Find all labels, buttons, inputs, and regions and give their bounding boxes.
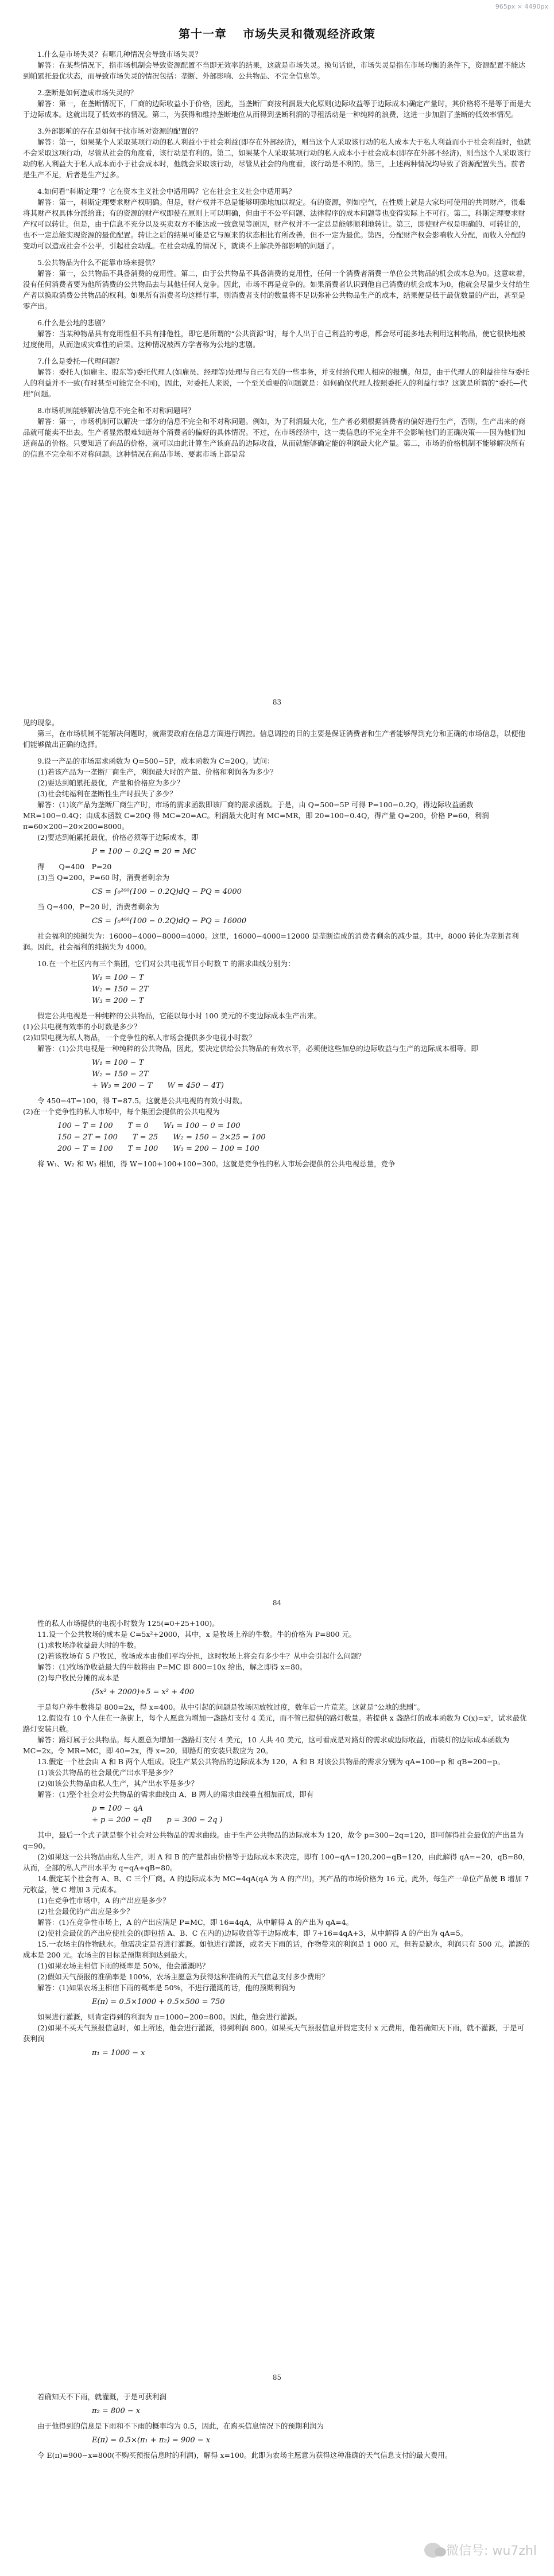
text-line: (2)如果不买天气预报信息时，如上所述，他会进行灌溉，得到利润 800。如果买天气预报信息并假定支付 x 元费用，他若确知天下雨，就不灌溉，于是可获利润 bbox=[23, 2024, 525, 2043]
page-number: 83 bbox=[272, 698, 282, 706]
text-line: (2)每户牧民分摊的成本是 bbox=[37, 1674, 119, 1682]
text-line: 于是每户养牛数将是 800=2x，得 x=400。从中引起的问题是牧场因放牧过度，数年后一片荒芜。这就是“公地的悲剧”。 bbox=[37, 1703, 424, 1711]
question-7: 7.什么是委托—代理问题？ bbox=[37, 357, 123, 365]
chapter-heading bbox=[23, 29, 531, 40]
watermark-text: 微信号: wu7zhl bbox=[446, 2544, 537, 2558]
question-9-part: (3)社会纯福利在垄断性生产时损失了多少？ bbox=[37, 789, 177, 798]
page-number: 85 bbox=[272, 2373, 282, 2382]
question-1: 1.什么是市场失灵？有哪几种情况会导致市场失灵？ bbox=[37, 50, 202, 59]
text-line: 11.设一个公共牧场的成本是 C=5x²+2000，其中，x 是牧场上养的牛数。牛的价格为 P=800 元。 bbox=[37, 1630, 357, 1639]
text-line: 解答：(1)整个社会对公共物品的需求曲线由 A、B 两人的需求曲线垂直相加而成，即有 bbox=[37, 1790, 314, 1799]
text-line: (2)社会最优的产出应是多少？ bbox=[37, 1907, 134, 1916]
answer-6: 解答：当某种物品具有竞用性但不具有排他性，即它是所谓的“公共资源”时，每个人出于自己利益的考虑，都会尽可能多地去利用这种物品，使它很快地被过度使用，从而造成灾难性的后果。这种情况被西方学者称为公地的悲剧。 bbox=[23, 329, 526, 349]
text-line: 第三，在市场机制不能解决问题时，就需要政府在信息方面进行调控。信息调控的目的主要是保证消费者和生产者能够得到充分和正确的市场信息，以便他们能够做出正确的选择。 bbox=[23, 729, 526, 749]
page-84 bbox=[23, 717, 531, 1612]
text-line: 其中，最后一个式子就是整个社会对公共物品的需求曲线。由于生产公共物品的边际成本为 120，故令 p=300−2q=120，即可解得社会最优的产出量为 q=90。 bbox=[23, 1831, 524, 1850]
text-line: 若确知天不下雨，就灌溉，于是可获利润 bbox=[37, 2392, 167, 2401]
text-line: 14.假定某个社会有 A、B、C 三个厂商。A 的边际成本为 MC=4qA(qA 为 A 的产出)，其产品的市场价格为 16 元。此外，每生产一单位产品使 B 增加 7 元收益，使 C 增加 3 元成本。 bbox=[23, 1874, 529, 1894]
text-line: (2)假如天气预报的准确率是 100%，农场主愿意为获得这种准确的天气信息支付多少费用？ bbox=[37, 1972, 329, 1981]
text-line: (1)求牧场净收益最大时的牛数。 bbox=[37, 1641, 141, 1649]
text-line: 如果进行灌溉，则肯定得到的利润为 π=1000−200=800。因此，他会进行灌溉。 bbox=[37, 2013, 302, 2021]
question-9-part: (2)要达到帕累托最优，产量和价格应为多少？ bbox=[37, 779, 184, 787]
text-line: 12.假设有 10 个人住在一条街上，每个人愿意为增加一盏路灯支付 4 美元，而不管已提供的路灯数量。若提供 x 盏路灯的成本函数为 C(x)=x²，试求最优路灯安装只数。 bbox=[23, 1714, 527, 1733]
text-line: 解答：路灯属于公共物品。每人愿意为增加一盏路灯支付 4 美元，10 人共 40 美元，这可看成是对路灯的需求或边际收益，而装灯的边际成本函数为 MC=2x。令 MR=MC，即 40=2x，得 x=20，即路灯的安装只数应为 20。 bbox=[23, 1736, 510, 1755]
question-4: 4.如何看“科斯定理”？它在资本主义社会中适用吗？它在社会主义社会中适用吗？ bbox=[37, 187, 296, 196]
text-line: 15.一农场主的作物缺水。他需决定是否进行灌溉。如他进行灌溉，或者天下雨的话，作物带来的利润是 1 000 元，但若是缺水，利润只有 500 元。灌溉的成本是 200 元。农场主的目标是预期利润达到最大。 bbox=[23, 1940, 530, 1959]
text-line: (2)使社会最优的产出应使社会的(即包括 A、B、C 在内的)边际收益等于边际成本，即 7+16=4qA+3，从中解得 A 的产出为 qA=5。 bbox=[37, 1929, 468, 1937]
text-line: 由于他得到的信息是下雨和不下雨的概率均为 0.5，因此，在购买信息情况下的预期利润为 bbox=[37, 2422, 324, 2430]
formula: p = 100 − qA + p = 200 − qB p = 300 − 2q ) bbox=[92, 1804, 223, 1824]
question-3: 3.外部影响的存在是如何干扰市场对资源的配置的？ bbox=[37, 127, 202, 135]
formula: W₁ = 100 − T W₂ = 150 − 2T W₃ = 200 − T bbox=[92, 974, 149, 1005]
chapter-number: 第十一章 bbox=[179, 27, 227, 41]
question-9: 9.设一产品的市场需求函数为 Q=500−5P，成本函数为 C=20Q。试问： bbox=[37, 757, 274, 765]
formula: CS = ∫₀²⁰⁰(100 − 0.2Q)dQ − PQ = 4000 bbox=[92, 888, 242, 896]
text-line: (1)在竞争性市场中，A 的产出应是多少？ bbox=[37, 1896, 170, 1905]
answer-2: 解答：第一，在垄断情况下，厂商的边际收益小于价格，因此，当垄断厂商按利润最大化原则(边际收益等于边际成本)确定产量时，其价格将不是等于而是大于边际成本。这就出现了低效率的情况。第二，为获得和维持垄断地位从而得到垄断利润的寻租活动是一种纯粹的浪费，这进一步加剧了垄断的低效率情况。 bbox=[23, 99, 531, 119]
answer-9: (3)当 Q=200，P=60 时，消费者剩余为 bbox=[37, 873, 170, 882]
text-line: (2)如果这一公共物品由私人生产，则 A 和 B 的产量都由价格等于边际成本来决定，即有 100−qA=120,200−qB=120，由此解得 qA=−20，qB=80，从而，全部的私人产出水平为 q=qA+qB=80。 bbox=[23, 1853, 530, 1872]
text-line: 令 E(π)=900−x=800(不购买预报信息时的利润)，解得 x=100。此即为农场主愿意为获得这种准确的天气信息支付的最大费用。 bbox=[37, 2451, 452, 2460]
text-line: 见的现象。 bbox=[23, 718, 59, 727]
answer-9: 解答：(1)该产品为垄断厂商生产时，市场的需求函数即该厂商的需求函数。于是，由 Q=500−5P 可得 P=100−0.2Q，得边际收益函数 MR=100−0.4Q；由成本函数 C=20Q 得 MC=20=AC。利润最大化时有 MC=MR，即 20=100−0.4Q，得产量 Q=200，价格 P=60，利润 π=60×200−20×200=8000。 bbox=[23, 800, 489, 831]
text-line: (2)若该牧场有 5 户牧民，牧场成本由他们平均分担，这时牧场上将会有多少牛？从中会引起什么问题？ bbox=[37, 1652, 366, 1660]
text-line: (1)该公共物品的社会最优产出水平是多少？ bbox=[37, 1768, 177, 1777]
page-85 bbox=[23, 1618, 531, 2387]
question-10-parts: 假定公共电视是一种纯粹的公共物品，它能以每小时 100 美元的不变边际成本生产出来。 (1)公共电视有效率的小时数是多少？ (2)如果电视为私人物品，一个竞争性的私人市场会提供多少电视小时数？ bbox=[23, 1011, 321, 1042]
qa-list bbox=[23, 49, 531, 465]
text-line: (2)如该公共物品由私人生产，其产出水平是多少？ bbox=[37, 1779, 199, 1788]
answer-5: 解答：第一，公共物品不具备消费的竞用性。第二，由于公共物品不具备消费的竞用性，任何一个消费者消费一单位公共物品的机会成本总为0。这意味着，没有任何消费者要为他所消费的公共物品去与其他任何人竞争。因此，市场不再是竞争的。如果消费者认识到他自己消费的机会成本为0，他就会尽量少支付给生产者以换取消费公共物品的权利。如果所有消费者均这样行事，则消费者支付的数量将不足以弥补公共物品生产的成本，结果便是低于最优数量的产出，甚至是零产出。 bbox=[23, 269, 530, 310]
page-number: 84 bbox=[272, 1599, 282, 1607]
answer-1: 解答：在某些情况下，指市场机制会导致资源配置不当即无效率的结果，这就是市场失灵。换句话说，市场失灵是指在市场均衡的条件下，资源配置不能达到帕累托最优状态，而导致市场失灵的情况包括：垄断、外部影响、公共物品、不完全信息等。 bbox=[23, 61, 526, 80]
question-8: 8.市场机制能够解决信息不完全和不对称问题吗？ bbox=[37, 406, 195, 415]
question-5: 5.公共物品为什么不能靠市场来提供？ bbox=[37, 258, 159, 267]
formula: 100 − T = 100 T = 0 W₁ = 100 − 0 = 100 150 − 2T = 100 T = 25 W₂ = 150 − 2×25 = 100 200 − T = 100 T = 100 W₃ = 200 − 100 = 100 bbox=[57, 1122, 266, 1153]
answer-9: 当 Q=400，P=20 时，消费者剩余为 bbox=[37, 902, 160, 911]
formula: E(π) = 0.5×(π₁ + π₂) = 900 − x bbox=[92, 2436, 211, 2445]
answer-8: 解答：第一，市场机制可以解决一部分的信息不完全和不对称问题。例如，为了利润最大化，生产者必须根据消费者的偏好进行生产，否则，生产出来的商品就可能卖不出去。生产者显然很难知道每个消费者的偏好的具体情况。不过，在市场经济中，这一类信息的不完全并不会影响他们的正确决策——因为他们知道商品的价格。只要知道了商品的价格，就可以由此计算生产该商品的边际收益，从而就能够确定能的利润最大化产量。第二，市场的价格机制不能够解决所有的信息不完全和不对称问题。这种情况在商品市场、要素市场上都是常 bbox=[23, 417, 526, 458]
text-line: (1)如果农场主相信下雨的概率是 50%，他会灌溉吗？ bbox=[37, 1962, 210, 1970]
question-9-part: (1)若该产品为一垄断厂商生产，利润最大时的产量、价格和利润各为多少？ bbox=[37, 768, 277, 776]
formula: P = 100 − 0.2Q = 20 = MC bbox=[92, 847, 196, 856]
answer-9: 得 Q=400 P=20 bbox=[37, 862, 112, 871]
text-line: 解答：(1)牧场净收益最大的牛数将由 P=MC 即 800=10x 给出，解之即得 x=80。 bbox=[37, 1663, 307, 1671]
text-line: 性的私人市场提供的电视小时数为 125(=0+25+100)。 bbox=[37, 1619, 219, 1628]
answer-10: 将 W₁、W₂ 和 W₃ 相加，得 W=100+100+100=300。这就是竞争性的私人市场会提供的公共电视总量，竞争 bbox=[37, 1159, 396, 1168]
formula: CS = ∫₀⁴⁰⁰(100 − 0.2Q)dQ − PQ = 16000 bbox=[92, 917, 247, 925]
question-6: 6.什么是公地的悲剧？ bbox=[37, 318, 109, 327]
formula: (5x² + 2000)÷5 = x² + 400 bbox=[92, 1688, 195, 1696]
answer-10: 令 450−4T=100，得 T=87.5。这就是公共电视的有效小时数。 (2)在一个竞争性的私人市场中，每个集团会提供的公共电视为 bbox=[23, 1096, 247, 1116]
formula: π₁ = 1000 − x bbox=[92, 2049, 145, 2057]
chapter-title: 市场失灵和微观经济政策 bbox=[243, 27, 375, 41]
text-line: 13.假定一个社会由 A 和 B 两个人组成。设生产某公共物品的边际成本为 120，A 和 B 对该公共物品的需求分别为 qA=100−p 和 qB=200−p。 bbox=[37, 1757, 505, 1766]
answer-10: 解答：(1)公共电视是一种纯粹的公共物品，因此，要决定供给公共物品的有效水平，必须使这些加总的边际收益与生产的边际成本相等。即 bbox=[37, 1044, 478, 1053]
image-size-label: 965px × 4490px bbox=[495, 3, 548, 10]
answer-9: 社会福利的纯损失为：16000−4000−8000=4000。这里，16000−4000=12000 是垄断造成的消费者剩余的减少量。其中，8000 转化为垄断者利润。因此，社会福利的纯损失为 4000。 bbox=[23, 932, 519, 951]
formula: π₂ = 800 − x bbox=[92, 2407, 141, 2415]
page-83 bbox=[23, 14, 531, 711]
answer-7: 解答：委托人(如雇主、股东等)委托代理人(如雇员、经理等)处理与自己有关的一些事务，并支付给代理人相应的报酬。但是，由于代理人的利益往往与委托人的利益并不一致(有时甚至可能完全不同)，因此，对委托人来说，一个至关重要的问题就是：如何确保代理人按照委托人的利益行事？这就是所谓的“委托—代理”问题。 bbox=[23, 368, 530, 398]
answer-9: (2)要达到帕累托最优，价格必须等于边际成本，即 bbox=[37, 833, 199, 842]
formula: W₁ = 100 − T W₂ = 150 − 2T + W₃ = 200 − T W = 450 − 4T) bbox=[92, 1059, 224, 1090]
formula: E(π) = 0.5×1000 + 0.5×500 = 750 bbox=[92, 1998, 225, 2006]
wechat-watermark bbox=[424, 2541, 537, 2559]
question-2: 2.垄断是如何造成市场失灵的？ bbox=[37, 88, 138, 97]
question-10: 10.在一个社区内有三个集团，它们对公共电视节目小时数 T 的需求曲线分别为： bbox=[37, 959, 295, 968]
wechat-icon bbox=[424, 2543, 441, 2558]
answer-3: 解答：第一，如果某个人采取某项行动的私人利益小于社会利益(即存在外部经济)，则当这个人采取该行动的私人成本大于私人利益而小于社会利益时，他就不会采取这项行动，尽管从社会的角度看，该行动是有利的。第二，如果某个人采取某项行动的私人成本小于社会成本(即存在外部不经济)，则当这个人采取该行动的私人利益大于私人成本而小于社会成本时，他就会采取该行动，尽管从社会的角度看，该行动是不利的。第三，上述两种情况均导致了资源配置失当。前者是生产不足，后者是生产过多。 bbox=[23, 138, 531, 179]
answer-4: 解答：第一，科斯定理要求财产权明确。但是，财产权并不总是能够明确地加以规定。有的资源，例如空气，在性质上就是大家均可使用的共同财产，很难将其财产权具体分派给谁；有的资源的财产权即使在原则上可以明确，但由于不公平问题、法律程序的成本问题等也变得实际上不可行。第二，科斯定理要求财产权可以转让。但是，由于信息不充分以及买卖双方不能达成一致意见等原因，财产权并不一定总是能够顺利地转让。第三，即使财产权是明确的、可转让的，也不一定总能实现资源的最优配置。转让之后的结果可能是它与原来的状态相比有所改善，但不一定为最优。第四，分配财产权会影响收入分配，而收入分配的变动可以造成社会不公平，引起社会动乱。在社会动乱的情况下，就谈不上解决外部影响的问题了。 bbox=[23, 198, 526, 250]
text-line: 解答：(1)在竞争性市场上，A 的产出应满足 P=MC，即 16=4qA，从中解得 A 的产出为 qA=4。 bbox=[37, 1918, 354, 1927]
text-line: 解答：(1)如果农场主相信下雨的概率是 50%，不进行灌溉的话，他的预期利润为 bbox=[37, 1983, 296, 1992]
